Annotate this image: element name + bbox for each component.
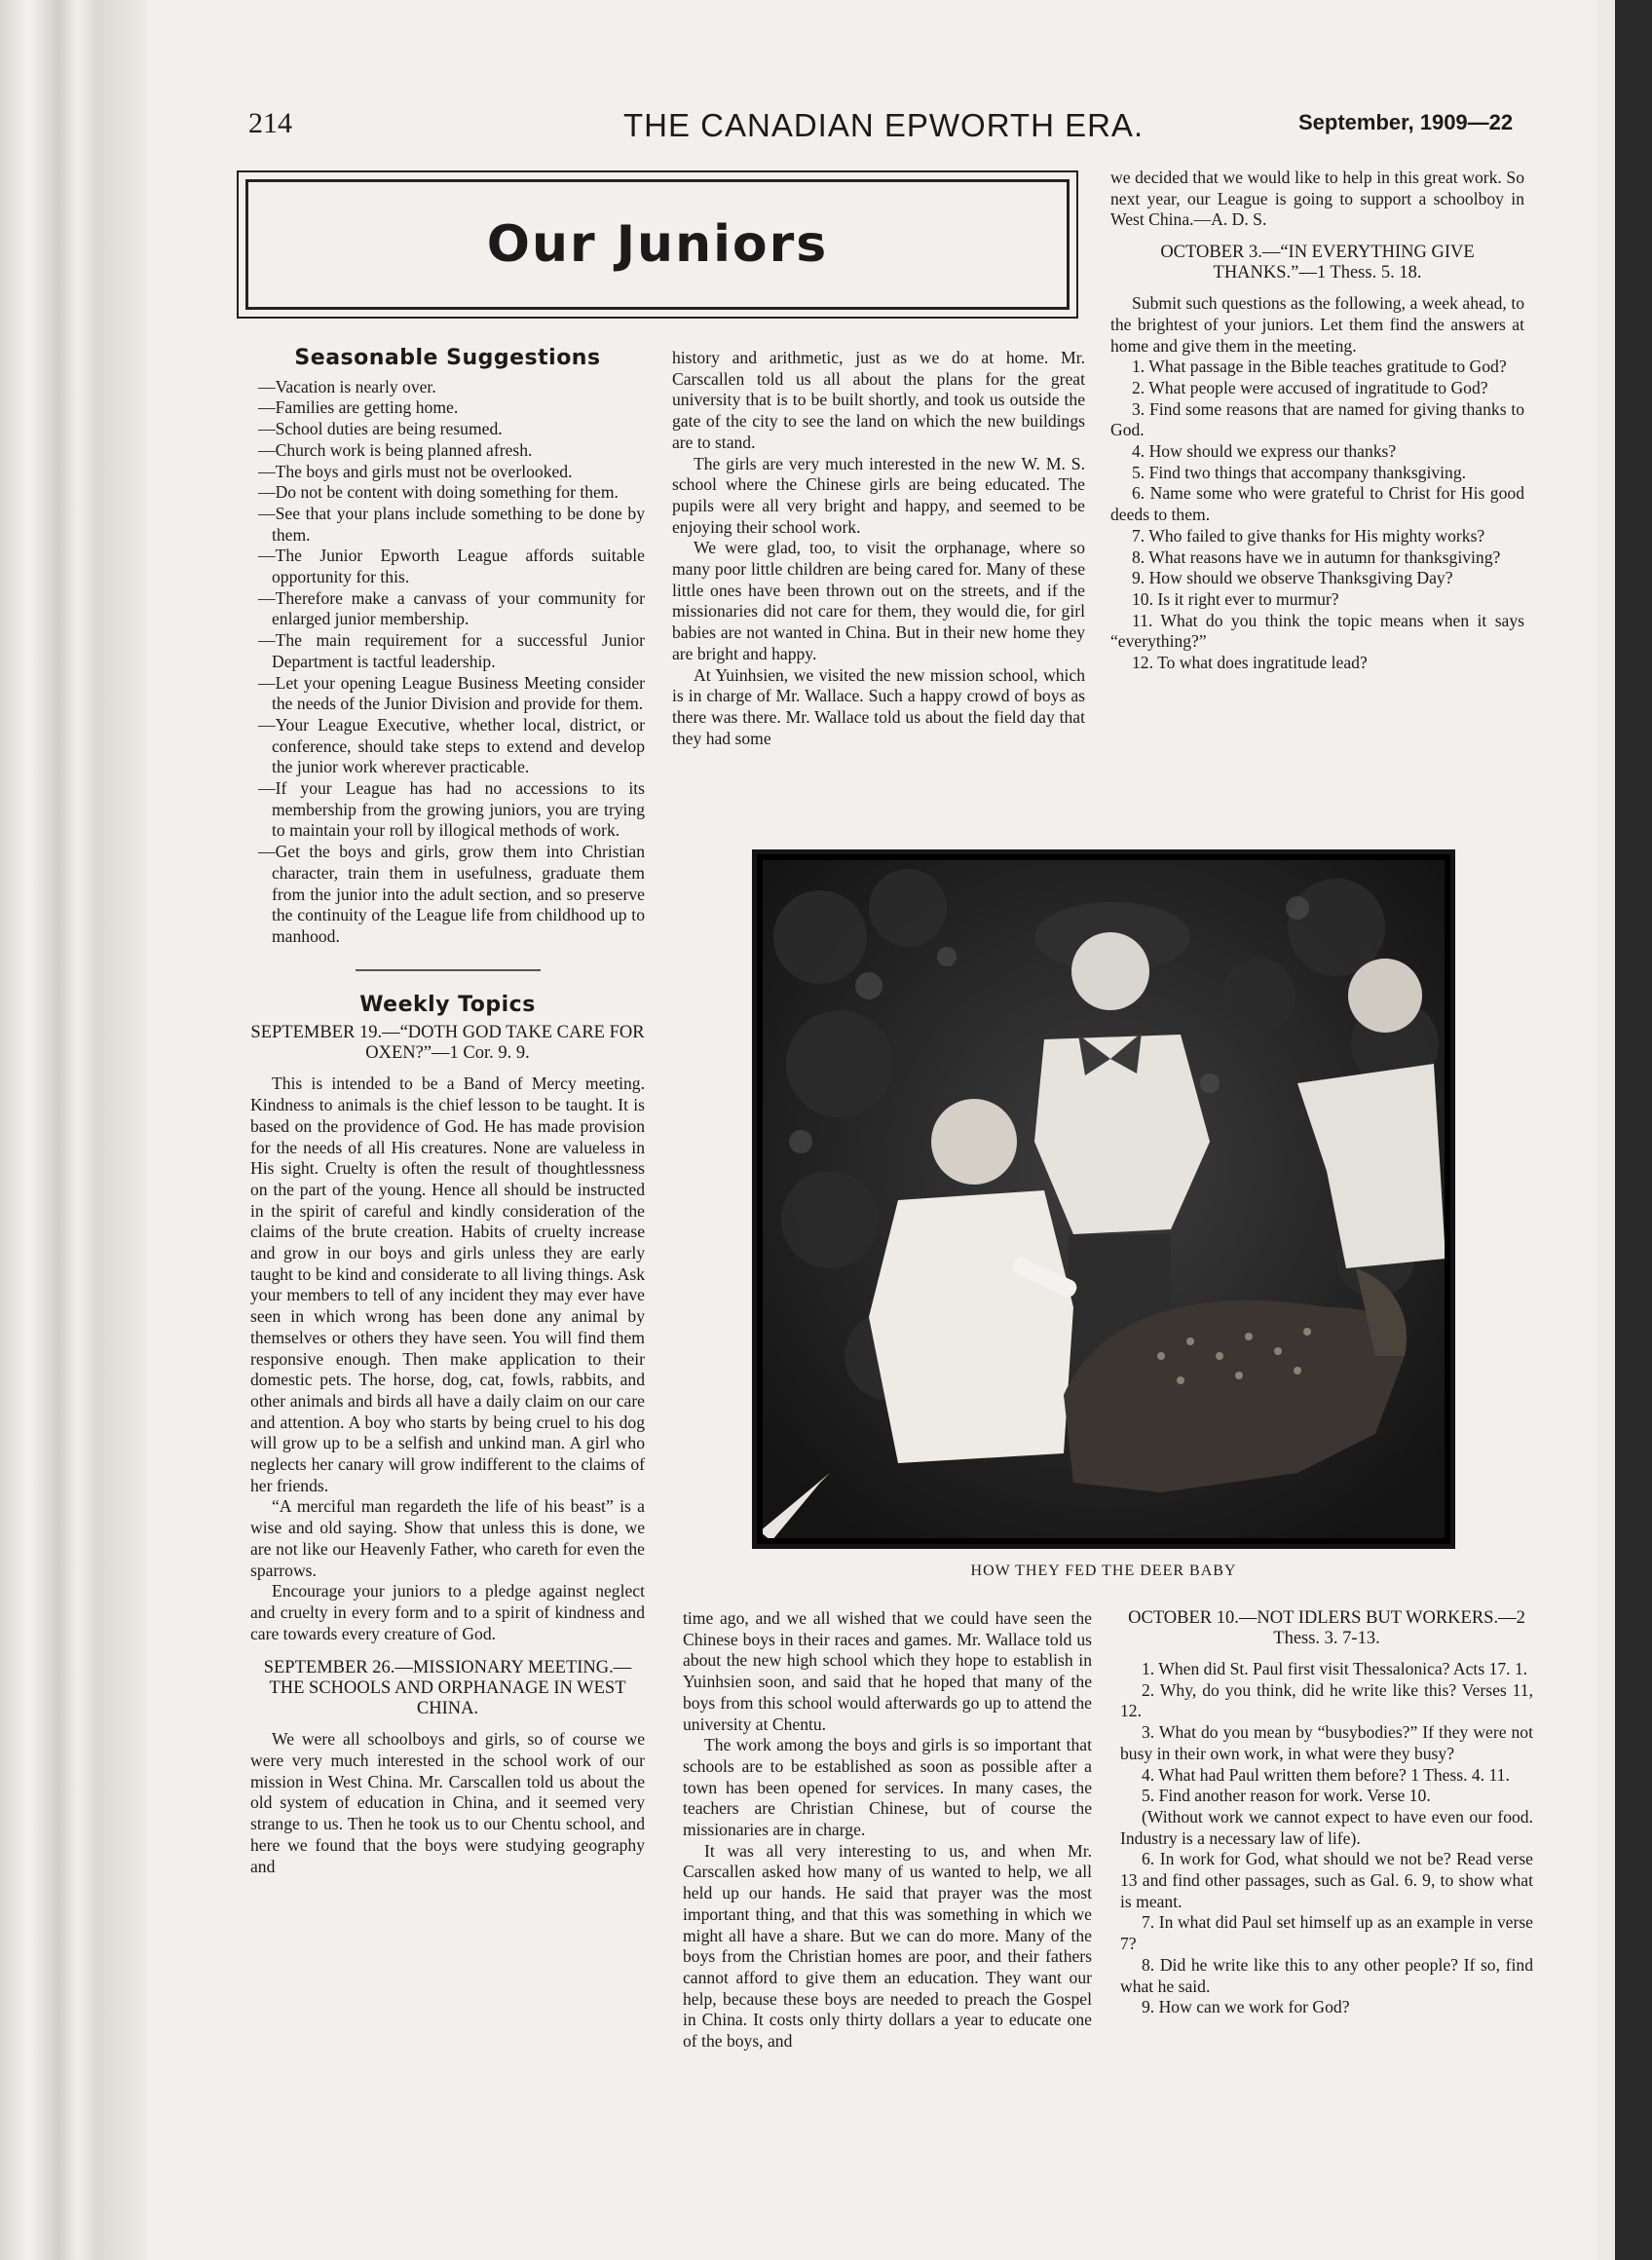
weekly-topics-heading: Weekly Topics [359,992,536,1017]
paragraph: The work among the boys and girls is so important that schools are to be established as soon as possible after a town has been opened for services. In many cases, the teachers are Christian Chinese, but of course the missionaries are in charge. [683,1735,1092,1840]
question-item: 1. What passage in the Bible teaches gratitude to God? [1132,357,1507,377]
question-item: (Without work we cannot expect to have even our food. Industry is a necessary law of life). [1120,1806,1533,1848]
question-item: 7. In what did Paul set himself up as an example in verse 7? [1120,1912,1533,1954]
suggestion-item: —Your League Executive, whether local, district, or conference, should take steps to extend and develop the junior work wherever practicable. [258,714,645,777]
scan-border [1615,0,1652,2260]
girl-dress [869,1190,1073,1463]
paragraph: This is intended to be a Band of Mercy meeting. Kindness to animals is the chief lesson to be taught. It is based on the providence of God. He has made provision for the needs of all His creatures. None are valueless in His sight. Cruelty is often the result of thoughtlessness on the part of the young. Hence all should be instructed in the spirit of careful and kindly consideration of the claims of the brute creation. Habits of cruelty increase and grow in our boys and girls unless they are early taught to be kind and considerate to all living things. Ask your members to tell of any incident they may ever have seen in which wrong has been done any animal by themselves or others they have seen. You will find them responsive enough. Then make application to their domestic pets. The horse, dog, cat, fowls, rabbits, and other animals and birds all have a daily claim on our care and attention. A boy who starts by being cruel to his dog will grow up to be a selfish and unkind man. A girl who neglects her canary will grow indifferent to the claims of her friends. [250,1074,645,1495]
topic-heading-sept26: SEPTEMBER 26.—MISSIONARY MEETING.—THE SCHOOLS AND ORPHANAGE IN WEST CHINA. [263,1658,632,1719]
question-item: 6. Name some who were grateful to Christ for His good deeds to them. [1110,483,1524,525]
column-middle-top [672,348,1085,749]
photo-illustration [752,849,1455,1549]
column-middle-bottom [683,1608,1092,2053]
question-item: 8. What reasons have we in autumn for thanksgiving? [1132,546,1501,567]
suggestion-item: —Let your opening League Business Meeting consider the needs of the Junior Division and provide for them. [258,672,645,714]
question-item: 2. Why, do you think, did he write like this? Verses 11, 12. [1120,1679,1533,1721]
paragraph: It was all very interesting to us, and when Mr. Carscallen asked how many of us wanted to help, we all held up our hands. He said that prayer was the most important thing, and that this was something in which we might all have a share. But we can do more. Many of the boys from the Christian homes are poor, and their fathers cannot afford to give them an education. They want our help, because these boys are needed to preach the Gospel in China. It costs only thirty dollars a year to educate one of the boys, and [683,1840,1092,2052]
suggestion-item: —The boys and girls must not be overlooked. [258,461,573,481]
seasonable-heading: Seasonable Suggestions [294,346,601,370]
question-item: 4. How should we express our thanks? [1132,441,1397,462]
paragraph: The girls are very much interested in the new W. M. S. school where the Chinese girls are being educated. The pupils were all very bright and happy, and seemed to be enjoying their school work. [672,453,1085,537]
question-item: 7. Who failed to give thanks for His mighty works? [1132,525,1485,546]
question-item: 9. How can we work for God? [1142,1997,1350,2017]
suggestion-item: —Do not be content with doing something for them. [258,482,619,503]
suggestion-item: —Therefore make a canvass of your community for enlarged junior membership. [258,587,645,629]
question-item: 11. What do you think the topic means when it says “everything?” [1110,610,1524,652]
question-item: 10. Is it right ever to murmur? [1132,588,1339,609]
paragraph: Encourage your juniors to a pledge against neglect and cruelty in every form and to a spirit of kindness and care towards every creature of God. [250,1581,645,1643]
section-title: Our Juniors [486,215,829,274]
page-number: 214 [248,107,292,139]
paragraph: Submit such questions as the following, a week ahead, to the brightest of your juniors. Let them find the answers at home and give them in the meeting. [1110,293,1524,356]
question-item: 12. To what does ingratitude lead? [1132,653,1368,673]
paragraph: At Yuinhsien, we visited the new mission school, which is in charge of Mr. Wallace. Such a happy crowd of boys as there was there. Mr. Wallace told us about the field day that they had some [672,664,1085,748]
page-edges [0,0,146,2260]
suggestion-item: —Church work is being planned afresh. [258,439,533,460]
photograph-children-deer [752,849,1455,1549]
question-item: 8. Did he write like this to any other people? If so, find what he said. [1120,1954,1533,1996]
section-banner [237,170,1078,319]
column-right-bottom [1120,1608,1533,2018]
suggestion-item: —The Junior Epworth League affords suitable opportunity for this. [258,546,645,587]
question-item: 5. Find another reason for work. Verse 10. [1142,1786,1431,1806]
question-item: 1. When did St. Paul first visit Thessalonica? Acts 17. 1. [1142,1659,1528,1678]
suggestion-item: —Families are getting home. [258,397,459,418]
paragraph: we decided that we would like to help in this great work. So next year, our League is going to support a schoolboy in West China.—A. D. S. [1110,168,1524,230]
column-right-top [1110,168,1524,674]
question-item: 2. What people were accused of ingratitude to God? [1132,377,1488,397]
topic-heading-oct10: OCTOBER 10.—NOT IDLERS BUT WORKERS.—2 Thess. 3. 7-13. [1128,1608,1525,1648]
column-left [250,348,645,1877]
section-divider [356,969,541,971]
paragraph: We were all schoolboys and girls, so of course we were very much interested in the school work of our mission in West China. Mr. Carscallen told us about the old system of education in China, and it seemed very strange to us. Then he took us to our Chentu school, and here we found that the boys were studying geography and [250,1729,645,1876]
paragraph: time ago, and we all wished that we could have seen the Chinese boys in their races and games. Mr. Wallace told us about the new high school which they hope to establish in Yuinhsien soon, and said that he hoped that many of the boys from this school would afterwards go up to attend the university at Chentu. [683,1608,1092,1734]
question-item: 9. How should we observe Thanksgiving Day? [1132,568,1453,588]
publication-title: THE CANADIAN EPWORTH ERA. [623,107,1145,143]
issue-date: September, 1909—22 [1298,110,1514,134]
suggestion-item: —Vacation is nearly over. [258,376,436,396]
suggestion-item: —The main requirement for a successful Junior Department is tactful leadership. [258,630,645,671]
question-item: 3. Find some reasons that are named for giving thanks to God. [1110,398,1524,440]
topic-heading-sept19: SEPTEMBER 19.—“DOTH GOD TAKE CARE FOR OXEN?”—1 Cor. 9. 9. [250,1023,645,1064]
suggestion-item: —Get the boys and girls, grow them into Christian character, train them in usefulness, graduate them from the junior into the adult section, and so preserve the continuity of the League life from childhood up to manhood. [258,842,645,946]
question-item: 5. Find two things that accompany thanksgiving. [1132,462,1467,482]
topic-heading-oct3: OCTOBER 3.—“IN EVERYTHING GIVE THANKS.”—1 Thess. 5. 18. [1160,243,1475,283]
question-item: 4. What had Paul written them before? 1 Thess. 4. 11. [1142,1764,1510,1785]
question-item: 6. In work for God, what should we not be? Read verse 13 and find other passages, such as Gal. 6. 9, to show what is meant. [1120,1849,1533,1911]
girl-face [931,1099,1017,1185]
photo-caption: HOW THEY FED THE DEER BABY [970,1563,1237,1579]
question-item: 3. What do you mean by “busybodies?” If they were not busy in their own work, in what were they busy? [1120,1722,1533,1763]
suggestion-item: —See that your plans include something to be done by them. [258,503,645,545]
boy-face [1071,932,1149,1010]
paragraph: “A merciful man regardeth the life of his beast” is a wise and old saying. Show that unless this is done, we are not like our Heavenly Father, who careth for even the sparrows. [250,1496,645,1580]
suggestion-item: —School duties are being resumed. [258,419,503,439]
paragraph: history and arithmetic, just as we do at home. Mr. Carscallen told us all about the plans for the great university that is to be built shortly, and took us outside the gate of the city to see the land on which the new buildings are to stand. [672,348,1085,452]
paragraph: We were glad, too, to visit the orphanage, where so many poor little children are being cared for. Many of these little ones have been thrown out on the streets, and if the missionaries did not care for them, they would die, for girl babies are not wanted in China. But in their new home they are bright and happy. [672,538,1085,663]
suggestion-item: —If your League has had no accessions to its membership from the growing juniors, you are trying to maintain your roll by illogical methods of work. [258,778,645,841]
